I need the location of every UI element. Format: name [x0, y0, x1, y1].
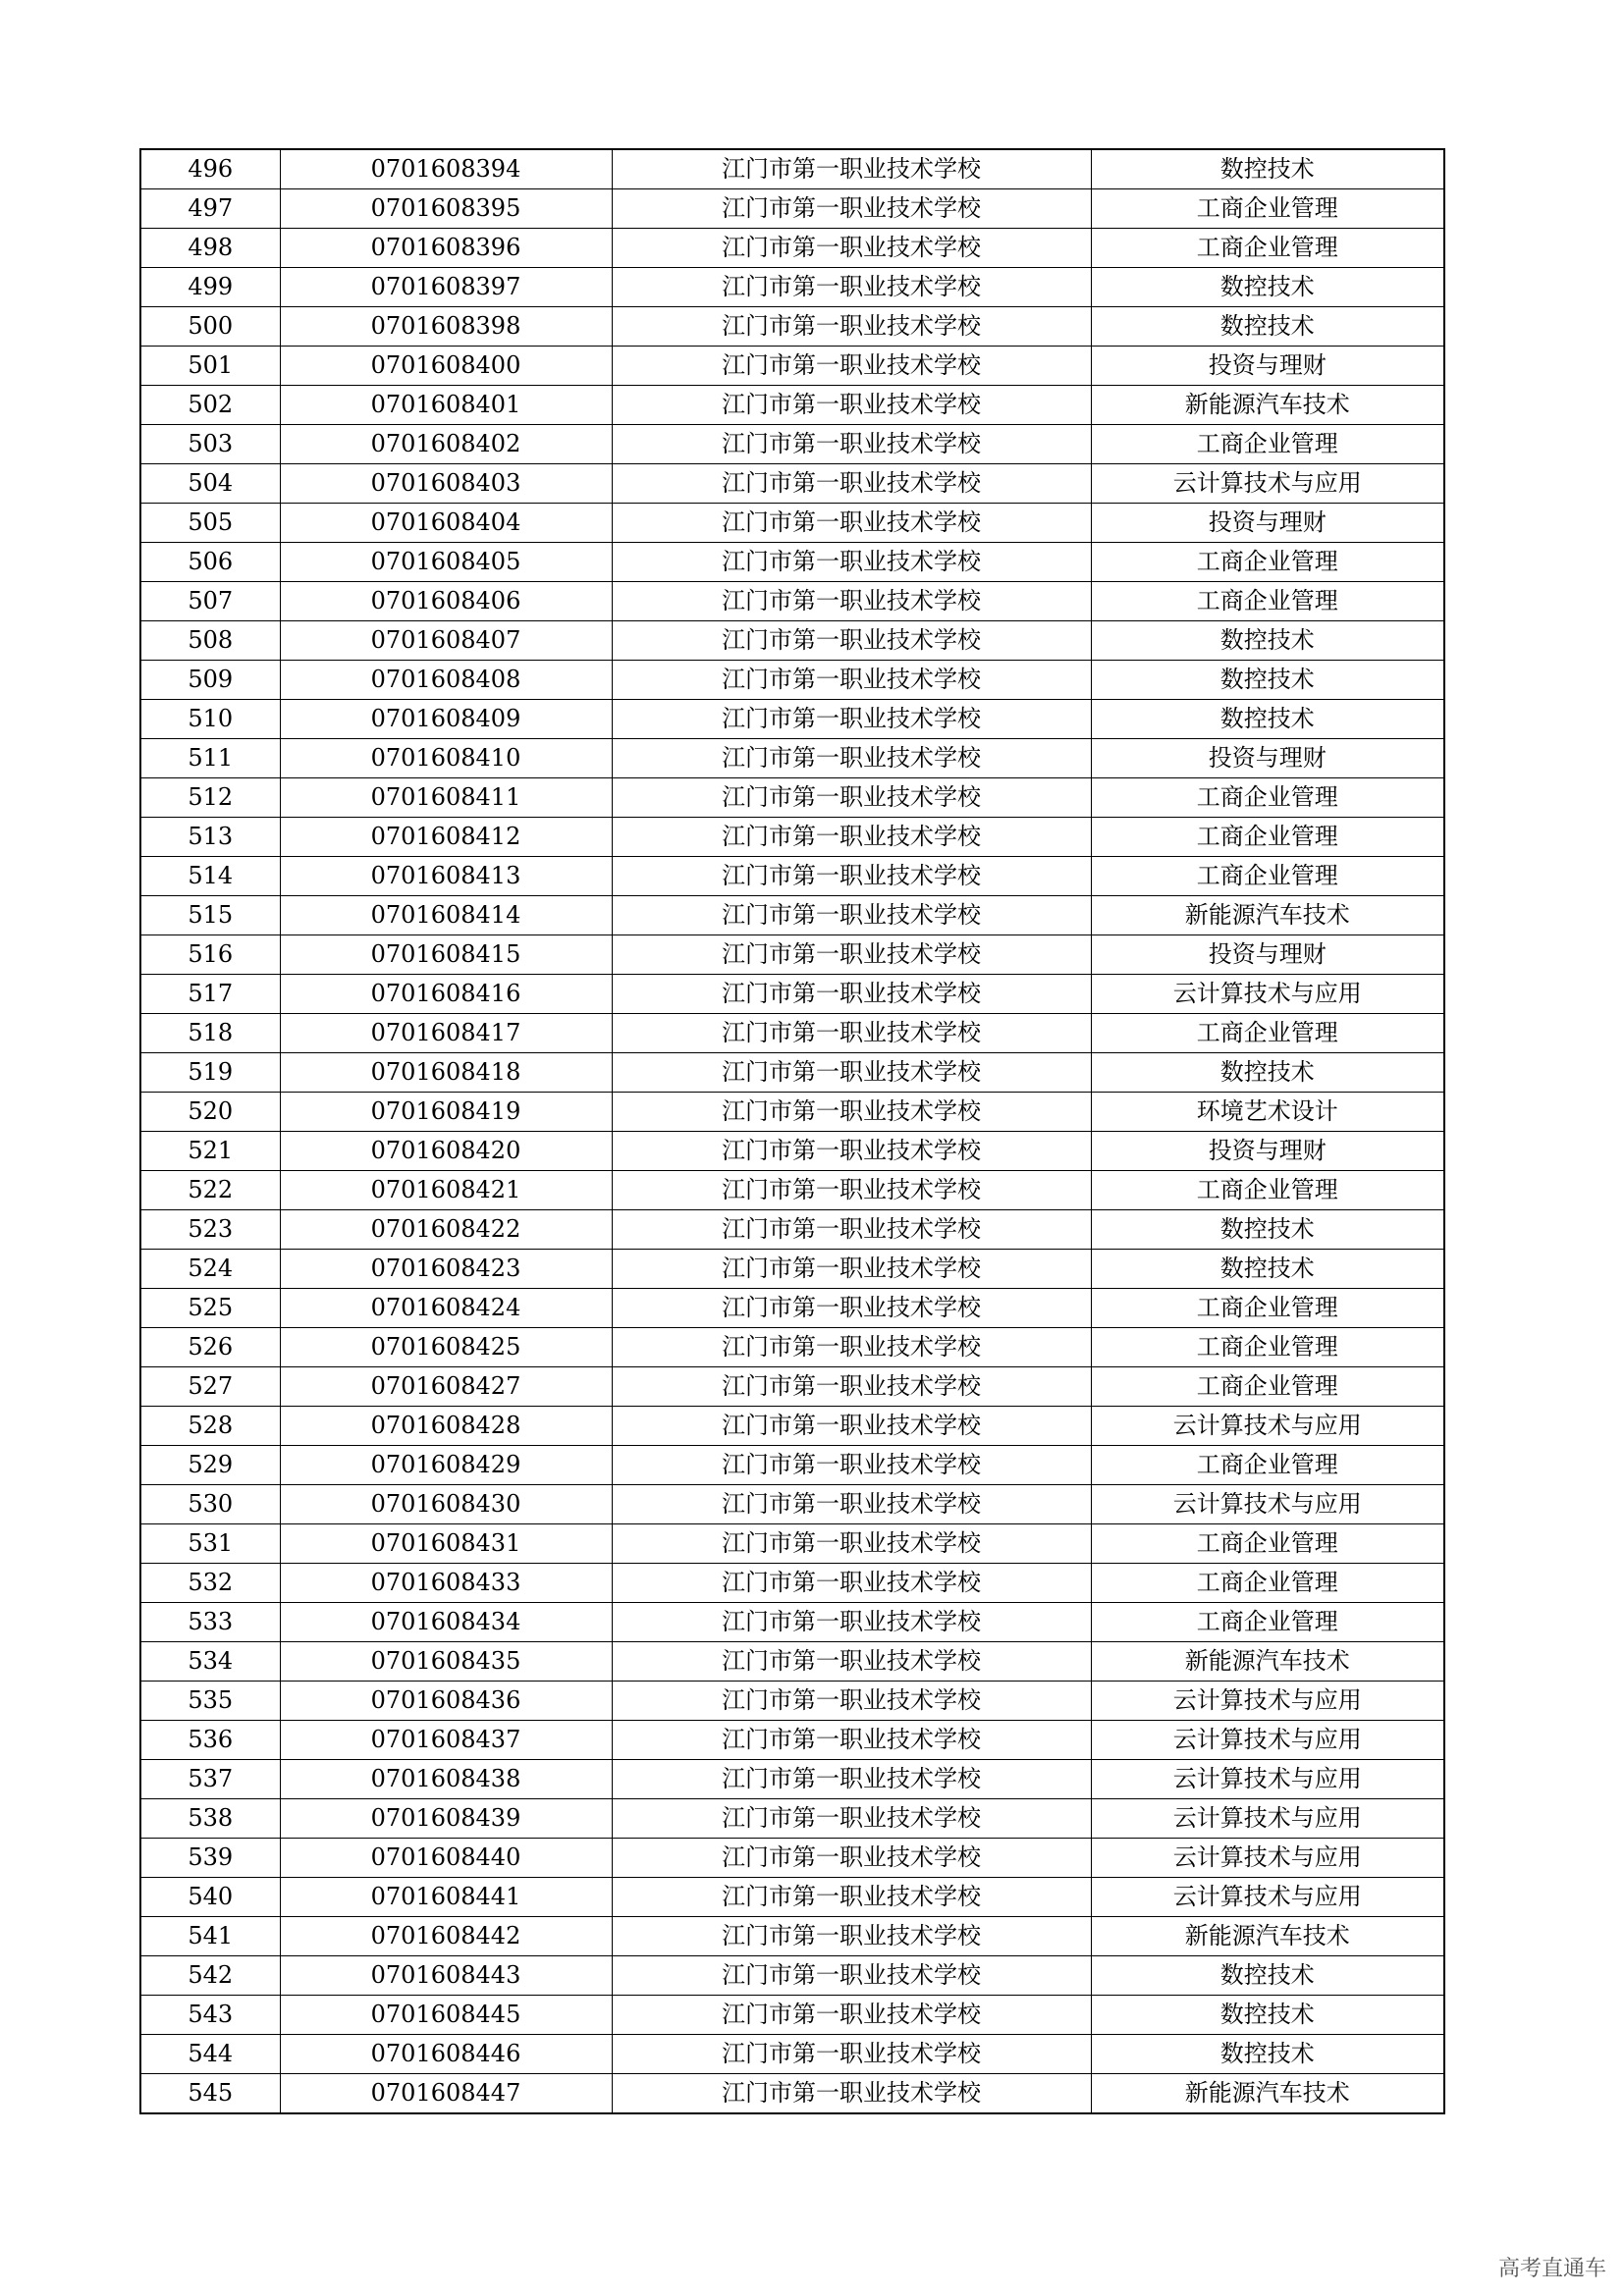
table-row	[140, 1093, 1444, 1132]
exam-number-cell: 0701608441	[280, 1878, 612, 1917]
seq-cell: 515	[140, 896, 280, 935]
school-cell: 江门市第一职业技术学校	[612, 1171, 1091, 1210]
major-cell: 工商企业管理	[1091, 1367, 1444, 1407]
table-row	[140, 857, 1444, 896]
seq-cell: 526	[140, 1328, 280, 1367]
school-cell: 江门市第一职业技术学校	[612, 1839, 1091, 1878]
table-row	[140, 464, 1444, 504]
table-row	[140, 1407, 1444, 1446]
exam-number-cell: 0701608416	[280, 975, 612, 1014]
exam-number-cell: 0701608414	[280, 896, 612, 935]
seq-cell: 507	[140, 582, 280, 621]
table-row	[140, 1524, 1444, 1564]
major-cell: 工商企业管理	[1091, 1603, 1444, 1642]
major-cell: 新能源汽车技术	[1091, 896, 1444, 935]
exam-number-cell: 0701608430	[280, 1485, 612, 1524]
school-cell: 江门市第一职业技术学校	[612, 700, 1091, 739]
table-row	[140, 1721, 1444, 1760]
table-row	[140, 543, 1444, 582]
major-cell: 数控技术	[1091, 149, 1444, 189]
table-row	[140, 347, 1444, 386]
table-row	[140, 1485, 1444, 1524]
major-cell: 工商企业管理	[1091, 582, 1444, 621]
major-cell: 工商企业管理	[1091, 229, 1444, 268]
major-cell: 数控技术	[1091, 1996, 1444, 2035]
seq-cell: 505	[140, 504, 280, 543]
school-cell: 江门市第一职业技术学校	[612, 1014, 1091, 1053]
exam-number-cell: 0701608434	[280, 1603, 612, 1642]
major-cell: 数控技术	[1091, 1210, 1444, 1250]
table-row	[140, 1289, 1444, 1328]
exam-number-cell: 0701608400	[280, 347, 612, 386]
school-cell: 江门市第一职业技术学校	[612, 386, 1091, 425]
major-cell: 工商企业管理	[1091, 1328, 1444, 1367]
major-cell: 云计算技术与应用	[1091, 1407, 1444, 1446]
seq-cell: 523	[140, 1210, 280, 1250]
table-row	[140, 975, 1444, 1014]
seq-cell: 543	[140, 1996, 280, 2035]
exam-number-cell: 0701608405	[280, 543, 612, 582]
major-cell: 新能源汽车技术	[1091, 386, 1444, 425]
major-cell: 数控技术	[1091, 700, 1444, 739]
table-row	[140, 307, 1444, 347]
seq-cell: 532	[140, 1564, 280, 1603]
school-cell: 江门市第一职业技术学校	[612, 896, 1091, 935]
table-row	[140, 1956, 1444, 1996]
major-cell: 云计算技术与应用	[1091, 1760, 1444, 1799]
table-row	[140, 229, 1444, 268]
seq-cell: 534	[140, 1642, 280, 1682]
seq-cell: 506	[140, 543, 280, 582]
seq-cell: 500	[140, 307, 280, 347]
table-row	[140, 1799, 1444, 1839]
seq-cell: 527	[140, 1367, 280, 1407]
table-row	[140, 1878, 1444, 1917]
seq-cell: 536	[140, 1721, 280, 1760]
table-row	[140, 582, 1444, 621]
major-cell: 数控技术	[1091, 268, 1444, 307]
seq-cell: 530	[140, 1485, 280, 1524]
table-row	[140, 1603, 1444, 1642]
table-row	[140, 1053, 1444, 1093]
school-cell: 江门市第一职业技术学校	[612, 229, 1091, 268]
exam-number-cell: 0701608398	[280, 307, 612, 347]
seq-cell: 539	[140, 1839, 280, 1878]
major-cell: 工商企业管理	[1091, 1289, 1444, 1328]
table-row	[140, 1014, 1444, 1053]
exam-number-cell: 0701608397	[280, 268, 612, 307]
table-row	[140, 2074, 1444, 2114]
major-cell: 新能源汽车技术	[1091, 1642, 1444, 1682]
table-row	[140, 1210, 1444, 1250]
seq-cell: 514	[140, 857, 280, 896]
major-cell: 云计算技术与应用	[1091, 1799, 1444, 1839]
admission-list-body	[140, 149, 1444, 2113]
table-row	[140, 1917, 1444, 1956]
seq-cell: 545	[140, 2074, 280, 2114]
school-cell: 江门市第一职业技术学校	[612, 1721, 1091, 1760]
major-cell: 云计算技术与应用	[1091, 1878, 1444, 1917]
school-cell: 江门市第一职业技术学校	[612, 347, 1091, 386]
exam-number-cell: 0701608412	[280, 818, 612, 857]
seq-cell: 517	[140, 975, 280, 1014]
major-cell: 数控技术	[1091, 2035, 1444, 2074]
exam-number-cell: 0701608420	[280, 1132, 612, 1171]
seq-cell: 531	[140, 1524, 280, 1564]
seq-cell: 504	[140, 464, 280, 504]
exam-number-cell: 0701608446	[280, 2035, 612, 2074]
major-cell: 工商企业管理	[1091, 857, 1444, 896]
seq-cell: 533	[140, 1603, 280, 1642]
table-row	[140, 739, 1444, 778]
seq-cell: 524	[140, 1250, 280, 1289]
school-cell: 江门市第一职业技术学校	[612, 1053, 1091, 1093]
seq-cell: 540	[140, 1878, 280, 1917]
major-cell: 云计算技术与应用	[1091, 1682, 1444, 1721]
school-cell: 江门市第一职业技术学校	[612, 2074, 1091, 2114]
major-cell: 云计算技术与应用	[1091, 464, 1444, 504]
major-cell: 新能源汽车技术	[1091, 2074, 1444, 2114]
school-cell: 江门市第一职业技术学校	[612, 425, 1091, 464]
seq-cell: 509	[140, 661, 280, 700]
exam-number-cell: 0701608428	[280, 1407, 612, 1446]
major-cell: 工商企业管理	[1091, 1524, 1444, 1564]
school-cell: 江门市第一职业技术学校	[612, 857, 1091, 896]
table-row	[140, 1250, 1444, 1289]
major-cell: 云计算技术与应用	[1091, 975, 1444, 1014]
watermark: 高考直通车	[1497, 2257, 1606, 2281]
table-row	[140, 1996, 1444, 2035]
seq-cell: 538	[140, 1799, 280, 1839]
school-cell: 江门市第一职业技术学校	[612, 818, 1091, 857]
school-cell: 江门市第一职业技术学校	[612, 975, 1091, 1014]
table-row	[140, 1682, 1444, 1721]
exam-number-cell: 0701608438	[280, 1760, 612, 1799]
table-row	[140, 1328, 1444, 1367]
table-row	[140, 700, 1444, 739]
school-cell: 江门市第一职业技术学校	[612, 935, 1091, 975]
school-cell: 江门市第一职业技术学校	[612, 1367, 1091, 1407]
seq-cell: 542	[140, 1956, 280, 1996]
seq-cell: 520	[140, 1093, 280, 1132]
major-cell: 数控技术	[1091, 1250, 1444, 1289]
exam-number-cell: 0701608445	[280, 1996, 612, 2035]
major-cell: 工商企业管理	[1091, 1171, 1444, 1210]
school-cell: 江门市第一职业技术学校	[612, 464, 1091, 504]
exam-number-cell: 0701608447	[280, 2074, 612, 2114]
exam-number-cell: 0701608440	[280, 1839, 612, 1878]
school-cell: 江门市第一职业技术学校	[612, 1524, 1091, 1564]
major-cell: 云计算技术与应用	[1091, 1839, 1444, 1878]
school-cell: 江门市第一职业技术学校	[612, 1760, 1091, 1799]
school-cell: 江门市第一职业技术学校	[612, 1642, 1091, 1682]
school-cell: 江门市第一职业技术学校	[612, 189, 1091, 229]
school-cell: 江门市第一职业技术学校	[612, 1917, 1091, 1956]
table-row	[140, 818, 1444, 857]
exam-number-cell: 0701608439	[280, 1799, 612, 1839]
school-cell: 江门市第一职业技术学校	[612, 1564, 1091, 1603]
major-cell: 投资与理财	[1091, 1132, 1444, 1171]
major-cell: 投资与理财	[1091, 935, 1444, 975]
school-cell: 江门市第一职业技术学校	[612, 1485, 1091, 1524]
seq-cell: 537	[140, 1760, 280, 1799]
exam-number-cell: 0701608410	[280, 739, 612, 778]
major-cell: 云计算技术与应用	[1091, 1485, 1444, 1524]
exam-number-cell: 0701608423	[280, 1250, 612, 1289]
table-row	[140, 621, 1444, 661]
school-cell: 江门市第一职业技术学校	[612, 1799, 1091, 1839]
table-row	[140, 1132, 1444, 1171]
major-cell: 投资与理财	[1091, 347, 1444, 386]
school-cell: 江门市第一职业技术学校	[612, 1250, 1091, 1289]
seq-cell: 541	[140, 1917, 280, 1956]
exam-number-cell: 0701608413	[280, 857, 612, 896]
school-cell: 江门市第一职业技术学校	[612, 1210, 1091, 1250]
seq-cell: 522	[140, 1171, 280, 1210]
school-cell: 江门市第一职业技术学校	[612, 1878, 1091, 1917]
seq-cell: 511	[140, 739, 280, 778]
school-cell: 江门市第一职业技术学校	[612, 1407, 1091, 1446]
school-cell: 江门市第一职业技术学校	[612, 1956, 1091, 1996]
seq-cell: 510	[140, 700, 280, 739]
school-cell: 江门市第一职业技术学校	[612, 268, 1091, 307]
school-cell: 江门市第一职业技术学校	[612, 149, 1091, 189]
major-cell: 数控技术	[1091, 661, 1444, 700]
major-cell: 工商企业管理	[1091, 778, 1444, 818]
seq-cell: 525	[140, 1289, 280, 1328]
table-row	[140, 896, 1444, 935]
exam-number-cell: 0701608433	[280, 1564, 612, 1603]
major-cell: 工商企业管理	[1091, 189, 1444, 229]
table-row	[140, 1171, 1444, 1210]
table-row	[140, 778, 1444, 818]
major-cell: 投资与理财	[1091, 504, 1444, 543]
seq-cell: 502	[140, 386, 280, 425]
school-cell: 江门市第一职业技术学校	[612, 1996, 1091, 2035]
exam-number-cell: 0701608394	[280, 149, 612, 189]
exam-number-cell: 0701608437	[280, 1721, 612, 1760]
seq-cell: 503	[140, 425, 280, 464]
exam-number-cell: 0701608407	[280, 621, 612, 661]
major-cell: 数控技术	[1091, 1956, 1444, 1996]
seq-cell: 544	[140, 2035, 280, 2074]
table-row	[140, 2035, 1444, 2074]
exam-number-cell: 0701608442	[280, 1917, 612, 1956]
major-cell: 新能源汽车技术	[1091, 1917, 1444, 1956]
major-cell: 数控技术	[1091, 621, 1444, 661]
school-cell: 江门市第一职业技术学校	[612, 582, 1091, 621]
school-cell: 江门市第一职业技术学校	[612, 543, 1091, 582]
admission-list-table	[139, 148, 1445, 2114]
exam-number-cell: 0701608408	[280, 661, 612, 700]
table-row	[140, 386, 1444, 425]
major-cell: 工商企业管理	[1091, 425, 1444, 464]
table-row	[140, 935, 1444, 975]
exam-number-cell: 0701608419	[280, 1093, 612, 1132]
seq-cell: 535	[140, 1682, 280, 1721]
seq-cell: 519	[140, 1053, 280, 1093]
school-cell: 江门市第一职业技术学校	[612, 778, 1091, 818]
exam-number-cell: 0701608425	[280, 1328, 612, 1367]
exam-number-cell: 0701608402	[280, 425, 612, 464]
major-cell: 云计算技术与应用	[1091, 1721, 1444, 1760]
exam-number-cell: 0701608427	[280, 1367, 612, 1407]
table-row	[140, 1446, 1444, 1485]
seq-cell: 496	[140, 149, 280, 189]
seq-cell: 512	[140, 778, 280, 818]
table-row	[140, 149, 1444, 189]
school-cell: 江门市第一职业技术学校	[612, 621, 1091, 661]
seq-cell: 521	[140, 1132, 280, 1171]
school-cell: 江门市第一职业技术学校	[612, 661, 1091, 700]
table-row	[140, 1642, 1444, 1682]
seq-cell: 498	[140, 229, 280, 268]
exam-number-cell: 0701608421	[280, 1171, 612, 1210]
seq-cell: 508	[140, 621, 280, 661]
seq-cell: 501	[140, 347, 280, 386]
table-row	[140, 1564, 1444, 1603]
exam-number-cell: 0701608417	[280, 1014, 612, 1053]
exam-number-cell: 0701608422	[280, 1210, 612, 1250]
major-cell: 投资与理财	[1091, 739, 1444, 778]
exam-number-cell: 0701608409	[280, 700, 612, 739]
exam-number-cell: 0701608401	[280, 386, 612, 425]
major-cell: 工商企业管理	[1091, 1564, 1444, 1603]
seq-cell: 497	[140, 189, 280, 229]
major-cell: 工商企业管理	[1091, 818, 1444, 857]
school-cell: 江门市第一职业技术学校	[612, 1093, 1091, 1132]
school-cell: 江门市第一职业技术学校	[612, 1682, 1091, 1721]
exam-number-cell: 0701608406	[280, 582, 612, 621]
seq-cell: 518	[140, 1014, 280, 1053]
table-row	[140, 189, 1444, 229]
exam-number-cell: 0701608403	[280, 464, 612, 504]
seq-cell: 499	[140, 268, 280, 307]
seq-cell: 516	[140, 935, 280, 975]
school-cell: 江门市第一职业技术学校	[612, 1328, 1091, 1367]
school-cell: 江门市第一职业技术学校	[612, 1289, 1091, 1328]
seq-cell: 528	[140, 1407, 280, 1446]
school-cell: 江门市第一职业技术学校	[612, 2035, 1091, 2074]
school-cell: 江门市第一职业技术学校	[612, 504, 1091, 543]
exam-number-cell: 0701608395	[280, 189, 612, 229]
school-cell: 江门市第一职业技术学校	[612, 739, 1091, 778]
major-cell: 数控技术	[1091, 1053, 1444, 1093]
seq-cell: 529	[140, 1446, 280, 1485]
exam-number-cell: 0701608435	[280, 1642, 612, 1682]
exam-number-cell: 0701608415	[280, 935, 612, 975]
table-row	[140, 268, 1444, 307]
exam-number-cell: 0701608431	[280, 1524, 612, 1564]
major-cell: 工商企业管理	[1091, 1446, 1444, 1485]
exam-number-cell: 0701608424	[280, 1289, 612, 1328]
exam-number-cell: 0701608443	[280, 1956, 612, 1996]
exam-number-cell: 0701608404	[280, 504, 612, 543]
school-cell: 江门市第一职业技术学校	[612, 1132, 1091, 1171]
major-cell: 工商企业管理	[1091, 1014, 1444, 1053]
school-cell: 江门市第一职业技术学校	[612, 1603, 1091, 1642]
exam-number-cell: 0701608436	[280, 1682, 612, 1721]
school-cell: 江门市第一职业技术学校	[612, 1446, 1091, 1485]
major-cell: 数控技术	[1091, 307, 1444, 347]
table-row	[140, 425, 1444, 464]
table-row	[140, 504, 1444, 543]
table-row	[140, 661, 1444, 700]
table-row	[140, 1839, 1444, 1878]
table-row	[140, 1367, 1444, 1407]
exam-number-cell: 0701608418	[280, 1053, 612, 1093]
major-cell: 工商企业管理	[1091, 543, 1444, 582]
exam-number-cell: 0701608411	[280, 778, 612, 818]
seq-cell: 513	[140, 818, 280, 857]
exam-number-cell: 0701608429	[280, 1446, 612, 1485]
exam-number-cell: 0701608396	[280, 229, 612, 268]
school-cell: 江门市第一职业技术学校	[612, 307, 1091, 347]
major-cell: 环境艺术设计	[1091, 1093, 1444, 1132]
table-row	[140, 1760, 1444, 1799]
